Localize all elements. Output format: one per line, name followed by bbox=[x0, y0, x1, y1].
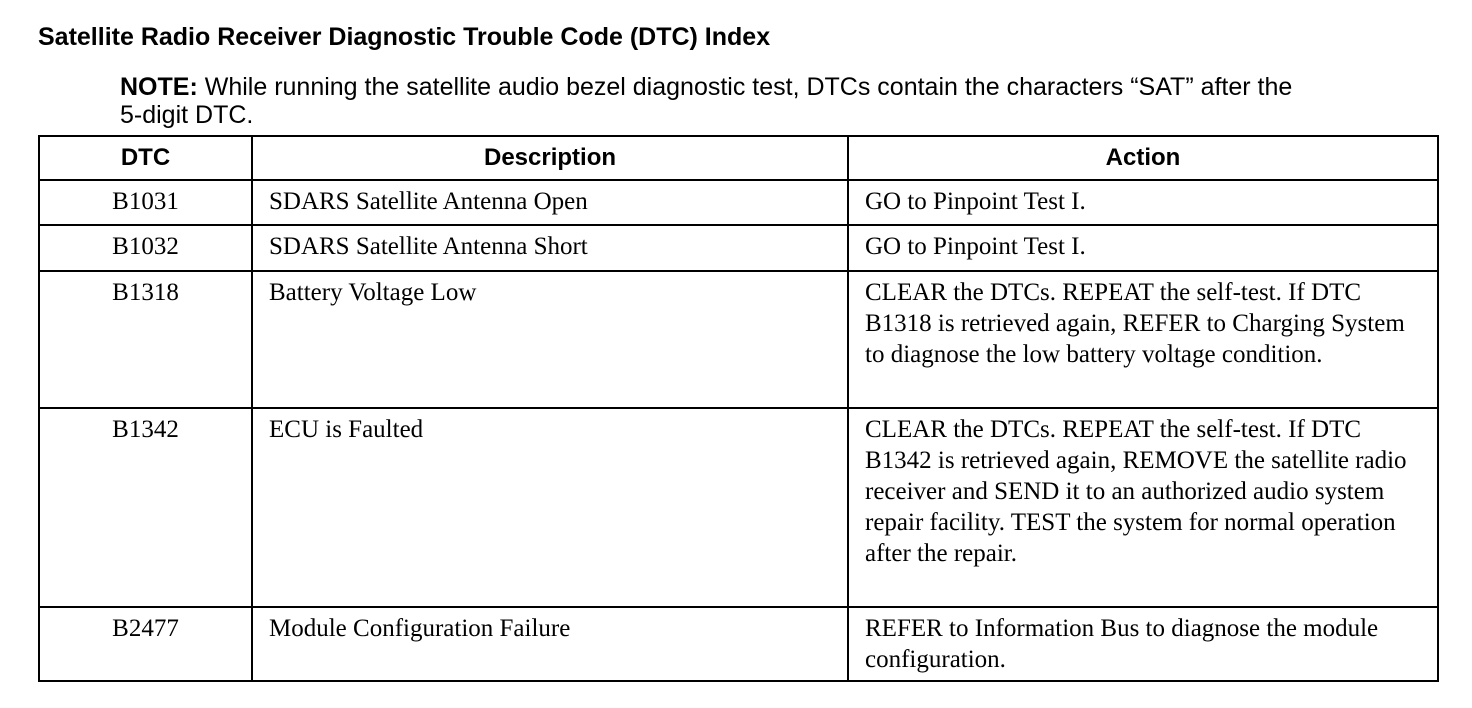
dtc-code-cell: B1342 bbox=[39, 408, 252, 607]
dtc-code-cell: B2477 bbox=[39, 607, 252, 681]
table-header-row bbox=[39, 136, 1438, 180]
dtc-code-cell: B1031 bbox=[39, 180, 252, 225]
description-cell: SDARS Satellite Antenna Open bbox=[252, 180, 848, 225]
column-header-action: Action bbox=[848, 136, 1438, 180]
action-cell: GO to Pinpoint Test I. bbox=[848, 180, 1438, 225]
description-cell: SDARS Satellite Antenna Short bbox=[252, 225, 848, 271]
column-header-dtc: DTC bbox=[39, 136, 252, 180]
action-cell: REFER to Information Bus to diagnose the module configuration. bbox=[848, 607, 1438, 681]
dtc-code-cell: B1318 bbox=[39, 271, 252, 408]
description-cell: ECU is Faulted bbox=[252, 408, 848, 607]
action-cell: CLEAR the DTCs. REPEAT the self-test. If DTC B1318 is retrieved again, REFER to Charging System to diagnose the low battery voltage condition. bbox=[848, 271, 1438, 408]
table-row bbox=[39, 180, 1438, 225]
table-row bbox=[39, 408, 1438, 607]
note-block bbox=[120, 73, 1320, 129]
description-cell: Module Configuration Failure bbox=[252, 607, 848, 681]
dtc-index-table bbox=[38, 135, 1439, 682]
action-cell: GO to Pinpoint Test I. bbox=[848, 225, 1438, 271]
dtc-code-cell: B1032 bbox=[39, 225, 252, 271]
page-title: Satellite Radio Receiver Diagnostic Trouble Code (DTC) Index bbox=[38, 23, 771, 51]
table-row bbox=[39, 225, 1438, 271]
note-text: While running the satellite audio bezel diagnostic test, DTCs contain the characters “SAT” after the 5-digit DTC. bbox=[120, 73, 1293, 129]
table-row bbox=[39, 271, 1438, 408]
column-header-description: Description bbox=[252, 136, 848, 180]
description-cell: Battery Voltage Low bbox=[252, 271, 848, 408]
table-row bbox=[39, 607, 1438, 681]
note-label: NOTE: bbox=[120, 73, 198, 101]
action-cell: CLEAR the DTCs. REPEAT the self-test. If DTC B1342 is retrieved again, REMOVE the satellite radio receiver and SEND it to an authorized audio system repair facility. TEST the system for normal operation after the repair. bbox=[848, 408, 1438, 607]
